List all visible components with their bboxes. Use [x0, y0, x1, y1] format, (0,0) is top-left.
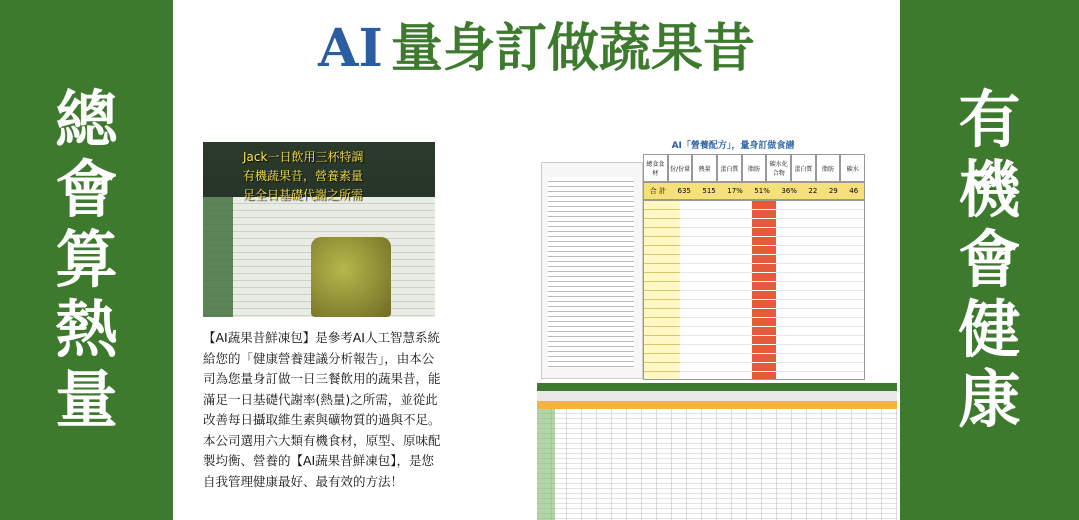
overlay-line: Jack一日飲用三杯特調	[243, 150, 364, 164]
spreadsheet-image	[537, 383, 897, 520]
table-header-cell: 脂肪	[816, 154, 841, 182]
table-rows	[643, 200, 865, 380]
summary-cell: 22	[808, 187, 818, 195]
nutrition-report	[533, 132, 897, 382]
summary-cell: 46	[849, 187, 859, 195]
summary-cell: 29	[828, 187, 838, 195]
page-title	[173, 6, 900, 81]
left-banner-char: 總	[55, 83, 118, 156]
nutrition-table	[643, 154, 865, 384]
right-banner-char: 有	[958, 83, 1021, 156]
main-panel	[173, 0, 900, 520]
summary-cell: 51%	[754, 187, 770, 195]
summary-cell: 合 計	[649, 187, 666, 195]
description-text: 【AI蔬果昔鮮凍包】是參考AI人工智慧系統給您的「健康營養建議分析報告」，由本公司為您量身訂做一日三餐飲用的蔬果昔，能滿足一日基礎代謝率(熱量)之所需，並從此改善每日攝取維生素與礦物質的過與不足。 本公司選用六大類有機食材，原型、原味配製均衡、營養的【AI蔬果昔鮮凍包】，是您自我管理健康最好、最有效的方法！	[203, 330, 441, 489]
summary-cell: 635	[677, 187, 691, 195]
table-header-cell: 蛋白質	[717, 154, 742, 182]
table-header-cell: 脂肪	[742, 154, 767, 182]
left-banner	[0, 0, 173, 520]
analysis-report-page	[541, 162, 643, 379]
overlay-line: 足全日基礎代謝之所需	[243, 188, 364, 202]
left-banner-char: 算	[55, 223, 118, 296]
table-header	[643, 154, 865, 182]
report-title: AI「營養配方」，量身訂做食譜	[671, 141, 795, 151]
summary-cell: 36%	[781, 187, 797, 195]
summary-cell: 17%	[727, 187, 743, 195]
photo-overlay-text	[243, 148, 363, 205]
overlay-line: 有機蔬果昔，營養素量	[243, 169, 364, 183]
right-banner-char: 會	[958, 223, 1021, 296]
table-header-cell: 份/份量	[668, 154, 693, 182]
left-banner-char: 會	[55, 153, 118, 226]
right-banner-text	[958, 85, 1020, 435]
table-header-cell: 熱量	[692, 154, 717, 182]
table-header-cell: 蛋白質	[791, 154, 816, 182]
smoothie-photo	[203, 142, 435, 317]
left-banner-text	[55, 85, 117, 435]
right-banner	[900, 0, 1079, 520]
left-banner-char: 熱	[55, 293, 118, 366]
summary-row	[643, 182, 865, 200]
smoothie-glass	[311, 237, 391, 317]
table-header-cell: 總食食材	[643, 154, 668, 182]
title-text: 量身訂做蔬果昔	[390, 18, 755, 79]
left-banner-char: 量	[55, 363, 118, 436]
summary-cell: 515	[702, 187, 716, 195]
right-banner-char: 機	[958, 153, 1021, 226]
photo-sheet-column	[203, 197, 233, 317]
right-banner-char: 康	[958, 363, 1021, 436]
title-ai: AI	[318, 18, 383, 79]
table-header-cell: 碳水	[840, 154, 865, 182]
table-header-cell: 碳水化合物	[766, 154, 791, 182]
right-banner-char: 健	[958, 293, 1021, 366]
